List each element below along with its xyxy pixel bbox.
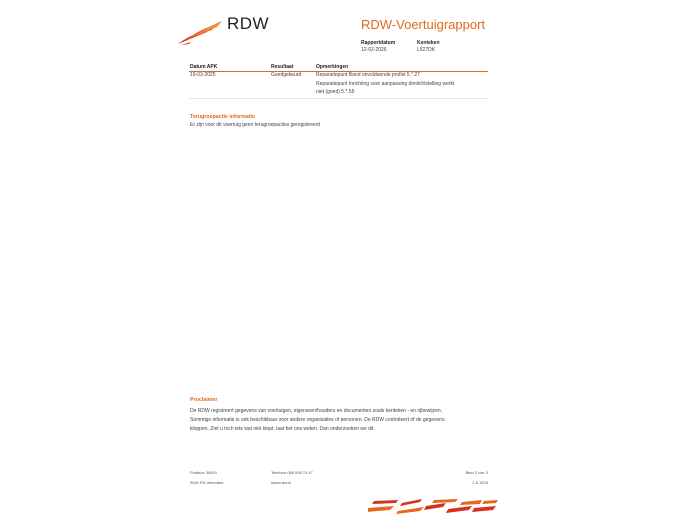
footer-phone: Telefoon 088 008 74 47 bbox=[271, 470, 313, 475]
disclaimer-line-3: kloppen. Ziet u toch iets wat niet klopt, laat het ons weten. Dan onderzoeken we dit. bbox=[190, 426, 375, 432]
rdw-stripes-decoration-icon bbox=[368, 497, 498, 514]
col-header-result: Resultaat bbox=[271, 64, 294, 70]
disclaimer-line-1: De RDW registreert gegevens van voertuigen, eigenaren/houders en documenten zoals kenteken - en rijbewijzen. bbox=[190, 408, 443, 414]
footer-postbus: Postbus 30000 bbox=[190, 470, 217, 475]
table-row-divider bbox=[189, 98, 488, 99]
apk-remark-2: Reparatiepunt Inrichting voor aanpassing dimlichtstelling werkt bbox=[316, 80, 455, 87]
footer-website[interactable]: www.rdw.nl bbox=[271, 480, 292, 485]
apk-remark-3: niet (goed) 5.*.55 bbox=[316, 89, 355, 95]
disclaimer-title: Proclaimer bbox=[190, 397, 218, 403]
plate-value: L527DK bbox=[417, 47, 436, 53]
footer-page-number: Blad 2 van 3 bbox=[465, 470, 488, 475]
apk-result: Goedgekeurd bbox=[271, 72, 302, 78]
report-date-label: Rapportdatum bbox=[361, 40, 396, 46]
report-title: RDW-Voertuigrapport bbox=[361, 17, 486, 32]
plate-label: Kenteken bbox=[417, 40, 440, 46]
footer-code: 2.5.1878 bbox=[472, 480, 488, 485]
recalls-title: Terugroepactie informatie bbox=[190, 114, 255, 120]
brand-name: RDW bbox=[227, 14, 270, 33]
apk-remark-1: Reparatiepunt Band onvoldoende profiel 5.*.27 bbox=[316, 72, 420, 78]
col-header-date: Datum APK bbox=[190, 64, 218, 70]
disclaimer-line-2: Sommige informatie is ook beschikbaar voor andere organisaties of personen. De RDW controleert of de gegevens bbox=[190, 417, 445, 423]
apk-date: 19-03-2025 bbox=[190, 72, 216, 78]
col-header-remarks: Opmerkingen bbox=[316, 64, 349, 70]
recalls-text: Er zijn voor dit voertuig geen terugroepacties geregistreerd bbox=[190, 122, 321, 128]
report-date: 12-02-2026 bbox=[361, 47, 387, 53]
footer-postcode: 9640 RA Veendam bbox=[190, 480, 224, 485]
rdw-logo-icon bbox=[177, 20, 223, 46]
